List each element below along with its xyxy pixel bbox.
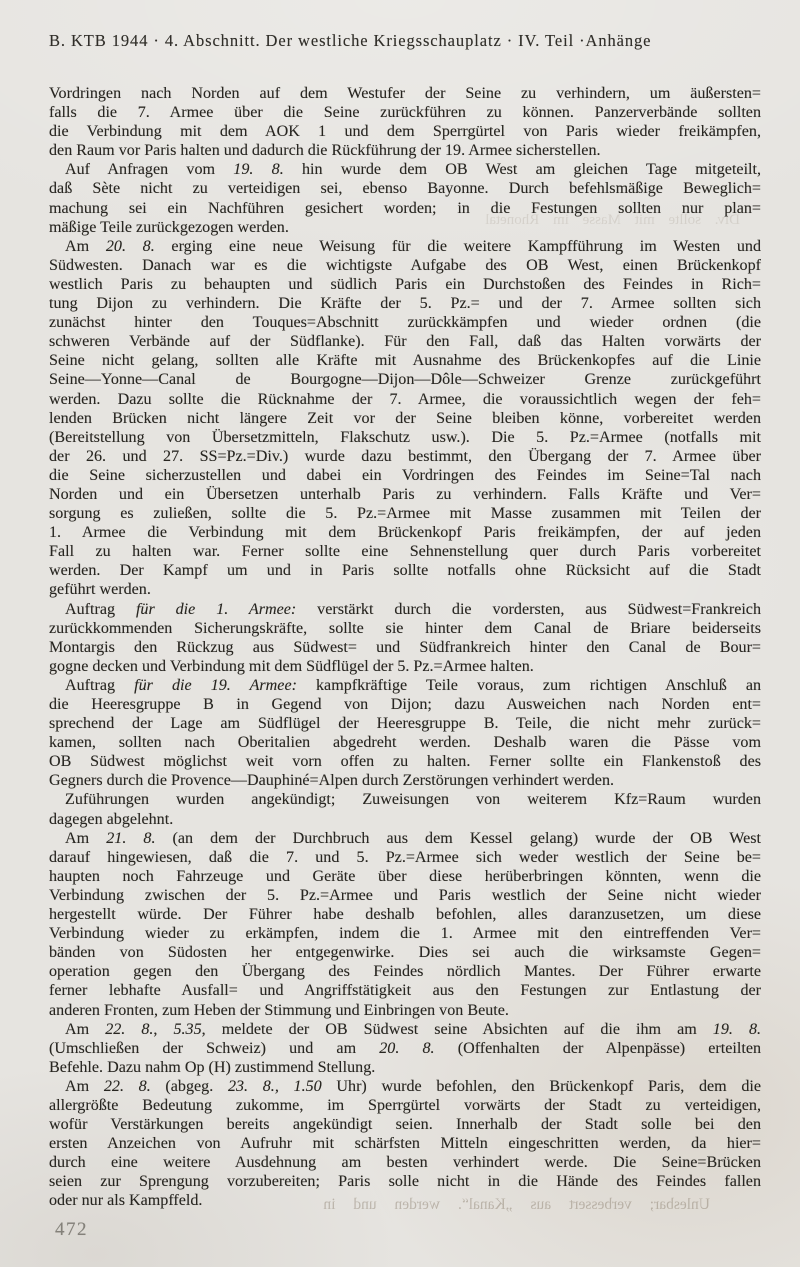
text-run: Gegners durch die Provence—Dauphiné=Alpen durch Zerstörungen verhindert werden.	[49, 772, 615, 790]
text-line	[49, 1134, 761, 1153]
text-line	[49, 256, 761, 275]
text-line	[49, 867, 761, 886]
text-line	[49, 409, 761, 428]
text-run: Auftrag	[65, 676, 135, 694]
text-line	[49, 905, 761, 924]
text-line	[49, 1096, 761, 1115]
text-line	[49, 1001, 761, 1020]
text-run: wofür Verstärkungen bereits angekündigt seien. Innerhalb der Stadt solle bei den	[49, 1116, 761, 1134]
text-line	[49, 466, 761, 485]
text-line	[49, 275, 761, 294]
text-run: dagegen abgelehnt.	[49, 810, 174, 828]
text-column	[49, 84, 761, 1211]
text-line	[49, 600, 761, 619]
paragraph	[49, 790, 761, 828]
text-run: die Verbindung mit dem AOK 1 und dem Sperrgürtel von Paris wieder freikämpfen,	[49, 123, 761, 141]
italic-text-run: 19. 8.	[712, 1020, 761, 1038]
text-run: seien zur Sprengung vorzubereiten; Paris solle nicht in die Hände des Feindes fallen	[49, 1173, 761, 1191]
text-line	[49, 485, 761, 504]
italic-text-run: 20. 8.	[105, 237, 155, 255]
text-line	[49, 103, 761, 122]
text-run: westlich Paris zu behaupten und südlich Paris ein Durchstoßen des Feindes in Rich=	[49, 275, 761, 293]
text-run: Montargis den Rückzug aus Südwest= und Südfrankreich hinter den Canal de Bour=	[49, 638, 761, 656]
text-line	[49, 84, 761, 103]
text-run: operation gegen den Übergang des Feindes nördlich Mantes. Der Führer erwarte	[49, 963, 761, 981]
text-run: der 26. und 27. SS=Pz.=Div.) wurde dazu bestimmt, den Übergang der 7. Armee über	[49, 447, 761, 465]
text-run: erging eine neue Weisung für die weitere Kampfführung im Westen und	[154, 237, 761, 255]
text-line	[49, 695, 761, 714]
text-run: Verbindung wieder zu erkämpfen, indem die 1. Armee mit den eintreffenden Ver=	[49, 925, 761, 943]
text-run: Am	[65, 1077, 104, 1095]
text-line	[49, 638, 761, 657]
text-line	[49, 390, 761, 409]
italic-text-run: 5.35	[173, 1020, 202, 1038]
text-line	[49, 733, 761, 752]
paragraph	[49, 160, 761, 236]
text-line	[49, 294, 761, 313]
text-run: allergrößte Bedeutung zukomme, im Sperrgürtel vorwärts der Stadt zu verteidigen,	[49, 1096, 761, 1114]
text-run: ersten Anzeichen von Aufruhr mit schärfsten Mitteln eingeschritten werden, da hier=	[49, 1135, 761, 1153]
text-run: schweren Verbände auf der Südflanke). Für den Fall, daß das Halten vorwärts der	[49, 333, 761, 351]
text-run: verstärkt durch die vordersten, aus Südwest=Frankreich	[296, 600, 761, 618]
text-run: ferner lebhafte Ausfall= und Angriffstätigkeit aus den Festungen zur Entlastung der	[49, 982, 761, 1000]
text-run: sorgung es zuließen, sollte die 5. Pz.=Armee mit Masse zusammen mit Teilen der	[49, 505, 761, 523]
italic-text-run: für die 1. Armee:	[135, 600, 297, 618]
text-run: hin wurde dem OB West am gleichen Tage mitgeteilt,	[283, 161, 761, 179]
text-run: haupten noch Fahrzeuge und Geräte über diese herüberbringen könnten, wenn die	[49, 867, 761, 885]
text-run: werden. Dazu sollte die Rücknahme der 7. Armee, die voraussichtlich wegen der feh=	[49, 390, 761, 408]
text-run: OB Südwest möglichst weit vorn offen zu halten. Ferner sollte ein Flankenstoß des	[49, 753, 761, 771]
text-run: ,	[153, 1020, 174, 1038]
text-line	[49, 619, 761, 638]
text-run: Seine nicht gelang, sollten alle Kräfte mit Ausnahme des Brückenkopfes auf die Linie	[49, 352, 761, 370]
text-line	[49, 886, 761, 905]
italic-text-run: für die 19. Armee:	[134, 676, 297, 694]
bleed-through-text-upper: Div. sollte mit Masse im Rhonetal	[485, 212, 740, 228]
text-run: tung Dijon zu verhindern. Die Kräfte der 5. Pz.= und der 7. Armee sollten sich	[49, 295, 761, 313]
text-run: die Heeresgruppe B in Gegend von Dijon; dazu Ausweichen nach Norden ent=	[49, 696, 761, 713]
text-run: machung sei ein Nachführen gesichert worden; in die Festungen sollten nur plan=	[49, 199, 761, 217]
paragraph	[49, 1077, 761, 1211]
text-run: Auftrag	[65, 600, 136, 618]
text-run: , meldete der OB Südwest seine Absichten auf die ihm am	[201, 1020, 713, 1038]
text-run: darauf hingewiesen, daß die 7. und 5. Pz.=Armee sich weder westlich der Seine be=	[49, 848, 761, 866]
text-line	[49, 829, 761, 848]
text-line	[49, 1020, 761, 1039]
text-line	[49, 1191, 761, 1210]
text-run: den Raum vor Paris halten und dadurch die Rückführung der 19. Armee sicherstellen.	[49, 142, 601, 160]
text-run: die Seine sicherzustellen und dabei ein Vordringen des Feindes im Seine=Tal nach	[49, 466, 761, 484]
text-line	[49, 790, 761, 809]
text-run: mäßige Teile zurückgezogen werden.	[49, 218, 289, 236]
text-line	[49, 179, 761, 198]
text-line	[49, 332, 761, 351]
text-run: Seine—Yonne—Canal de Bourgogne—Dijon—Dôle—Schweizer Grenze zurückgeführt	[49, 371, 761, 389]
text-run: durch eine weitere Ausdehnung am besten verhindert werde. Die Seine=Brücken	[49, 1154, 761, 1172]
text-line	[49, 542, 761, 561]
text-line	[49, 218, 761, 237]
italic-text-run: 20. 8.	[379, 1039, 435, 1057]
text-line	[49, 428, 761, 447]
text-run: sprechend der Lage am Südflügel der Heeresgruppe B. Teile, die nicht mehr zurück=	[49, 715, 761, 733]
paragraph	[49, 1020, 761, 1077]
text-run: zunächst hinter den Touques=Abschnitt zurückkämpfen und wieder ordnen (die	[49, 314, 761, 332]
text-line	[49, 676, 761, 695]
text-line	[49, 714, 761, 733]
text-line	[49, 1115, 761, 1134]
text-run: Zuführungen wurden angekündigt; Zuweisungen von weiterem Kfz=Raum wurden	[65, 791, 761, 809]
text-line	[49, 447, 761, 466]
text-run: (Offenhalten der Alpenpässe) erteilten	[434, 1039, 761, 1057]
text-line	[49, 962, 761, 981]
text-run: (Umschließen der Schweiz) und am	[49, 1039, 380, 1057]
text-run: oder nur als Kampffeld.	[49, 1192, 203, 1210]
text-run: falls die 7. Armee über die Seine zurückführen zu können. Panzerverbände sollten	[49, 104, 761, 122]
text-line	[49, 141, 761, 160]
text-run: kamen, sollten nach Oberitalien abgedreht werden. Deshalb waren die Pässe vom	[49, 734, 761, 752]
text-line	[49, 504, 761, 523]
text-line	[49, 771, 761, 790]
text-run: Uhr) wurde befohlen, den Brückenkopf Paris, dem die	[321, 1077, 761, 1095]
italic-text-run: 21. 8.	[106, 829, 156, 847]
text-run: (abgeg.	[150, 1077, 228, 1095]
text-line	[49, 237, 761, 256]
text-run: Vordringen nach Norden auf dem Westufer der Seine zu verhindern, um äußersten=	[49, 85, 761, 102]
text-line	[49, 580, 761, 599]
text-run: Am	[65, 1020, 106, 1038]
text-run: lenden Brücken nicht längere Zeit vor der Seine bleiben könne, vorbereitet werden	[49, 409, 761, 427]
italic-text-run: 22. 8.	[103, 1077, 151, 1095]
text-run: zurückkommenden Sicherungskräfte, sollte sie hinter dem Canal de Briare beiderseits	[49, 619, 761, 637]
italic-text-run: 22. 8.	[105, 1020, 154, 1038]
text-line	[49, 523, 761, 542]
text-line	[49, 1077, 761, 1096]
text-line	[49, 122, 761, 141]
text-run: (Bereitstellung von Übersetzmitteln, Flakschutz usw.). Die 5. Pz.=Armee (notfalls mit	[49, 428, 761, 446]
text-run: Südwesten. Danach war es die wichtigste Aufgabe des OB West, einen Brückenkopf	[49, 256, 761, 274]
text-line	[49, 370, 761, 389]
paragraph	[49, 676, 761, 791]
text-run: Norden und ein Übersetzen unterhalb Paris zu verhindern. Falls Kräfte und Ver=	[49, 485, 761, 503]
text-line	[49, 1172, 761, 1191]
text-line	[49, 1153, 761, 1172]
running-header: B. KTB 1944 · 4. Abschnitt. Der westliche Kriegsschauplatz · IV. Teil ·Anhänge	[49, 31, 652, 50]
italic-text-run: 19. 8.	[233, 161, 284, 179]
text-run: daß Sète nicht zu verteidigen sei, ebenso Bayonne. Durch befehlsmäßige Beweglich=	[49, 180, 761, 198]
text-run: Am	[65, 237, 106, 255]
text-line	[49, 657, 761, 676]
paragraph	[49, 829, 761, 1020]
text-line	[49, 810, 761, 829]
text-line	[49, 848, 761, 867]
text-line	[49, 752, 761, 771]
italic-text-run: 23. 8., 1.50	[227, 1077, 322, 1095]
text-run: 1. Armee die Verbindung mit dem Brückenkopf Paris freikämpfen, der auf jeden	[49, 524, 761, 542]
text-run: werden. Der Kampf um und in Paris sollte notfalls ohne Rücksicht auf die Stadt	[49, 562, 761, 580]
text-line	[49, 1039, 761, 1058]
text-run: hergestellt würde. Der Führer habe deshalb befohlen, alles daranzusetzen, um diese	[49, 906, 761, 924]
text-line	[49, 313, 761, 332]
text-line	[49, 160, 761, 179]
text-run: gogne decken und Verbindung mit dem Südflügel der 5. Pz.=Armee halten.	[49, 657, 534, 675]
paragraph	[49, 237, 761, 600]
text-run: bänden von Südosten her entgegenwirke. Dies sei auch die wirksamste Gegen=	[49, 944, 761, 962]
page-number: 472	[55, 1219, 88, 1240]
text-line	[49, 199, 761, 218]
text-run: Auf Anfragen vom	[65, 161, 234, 179]
text-run: Verbindung zwischen der 5. Pz.=Armee und Paris westlich der Seine nicht wieder	[49, 886, 761, 904]
text-run: geführt werden.	[49, 581, 151, 599]
text-run: anderen Fronten, zum Heben der Stimmung und Einbringen von Beute.	[49, 1001, 509, 1019]
text-run: Fall zu halten war. Ferner sollte eine Sehnenstellung quer durch Paris vorbereitet	[49, 543, 761, 561]
text-run: Befehle. Dazu nahm Op (H) zustimmend Stellung.	[49, 1058, 376, 1076]
text-line	[49, 924, 761, 943]
paragraph	[49, 600, 761, 676]
text-line	[49, 1058, 761, 1077]
text-line	[49, 351, 761, 370]
text-run: kampfkräftige Teile voraus, zum richtigen Anschluß an	[296, 676, 761, 694]
text-run: (an dem der Durchbruch aus dem Kessel gelang) wurde der OB West	[155, 829, 761, 847]
bleed-through-text-lower: Unlesbar; verbessert aus „Kanal“. werden und in	[323, 1196, 710, 1213]
text-line	[49, 943, 761, 962]
paragraph	[49, 84, 761, 160]
text-line	[49, 981, 761, 1000]
text-line	[49, 561, 761, 580]
text-run: Am	[65, 829, 107, 847]
